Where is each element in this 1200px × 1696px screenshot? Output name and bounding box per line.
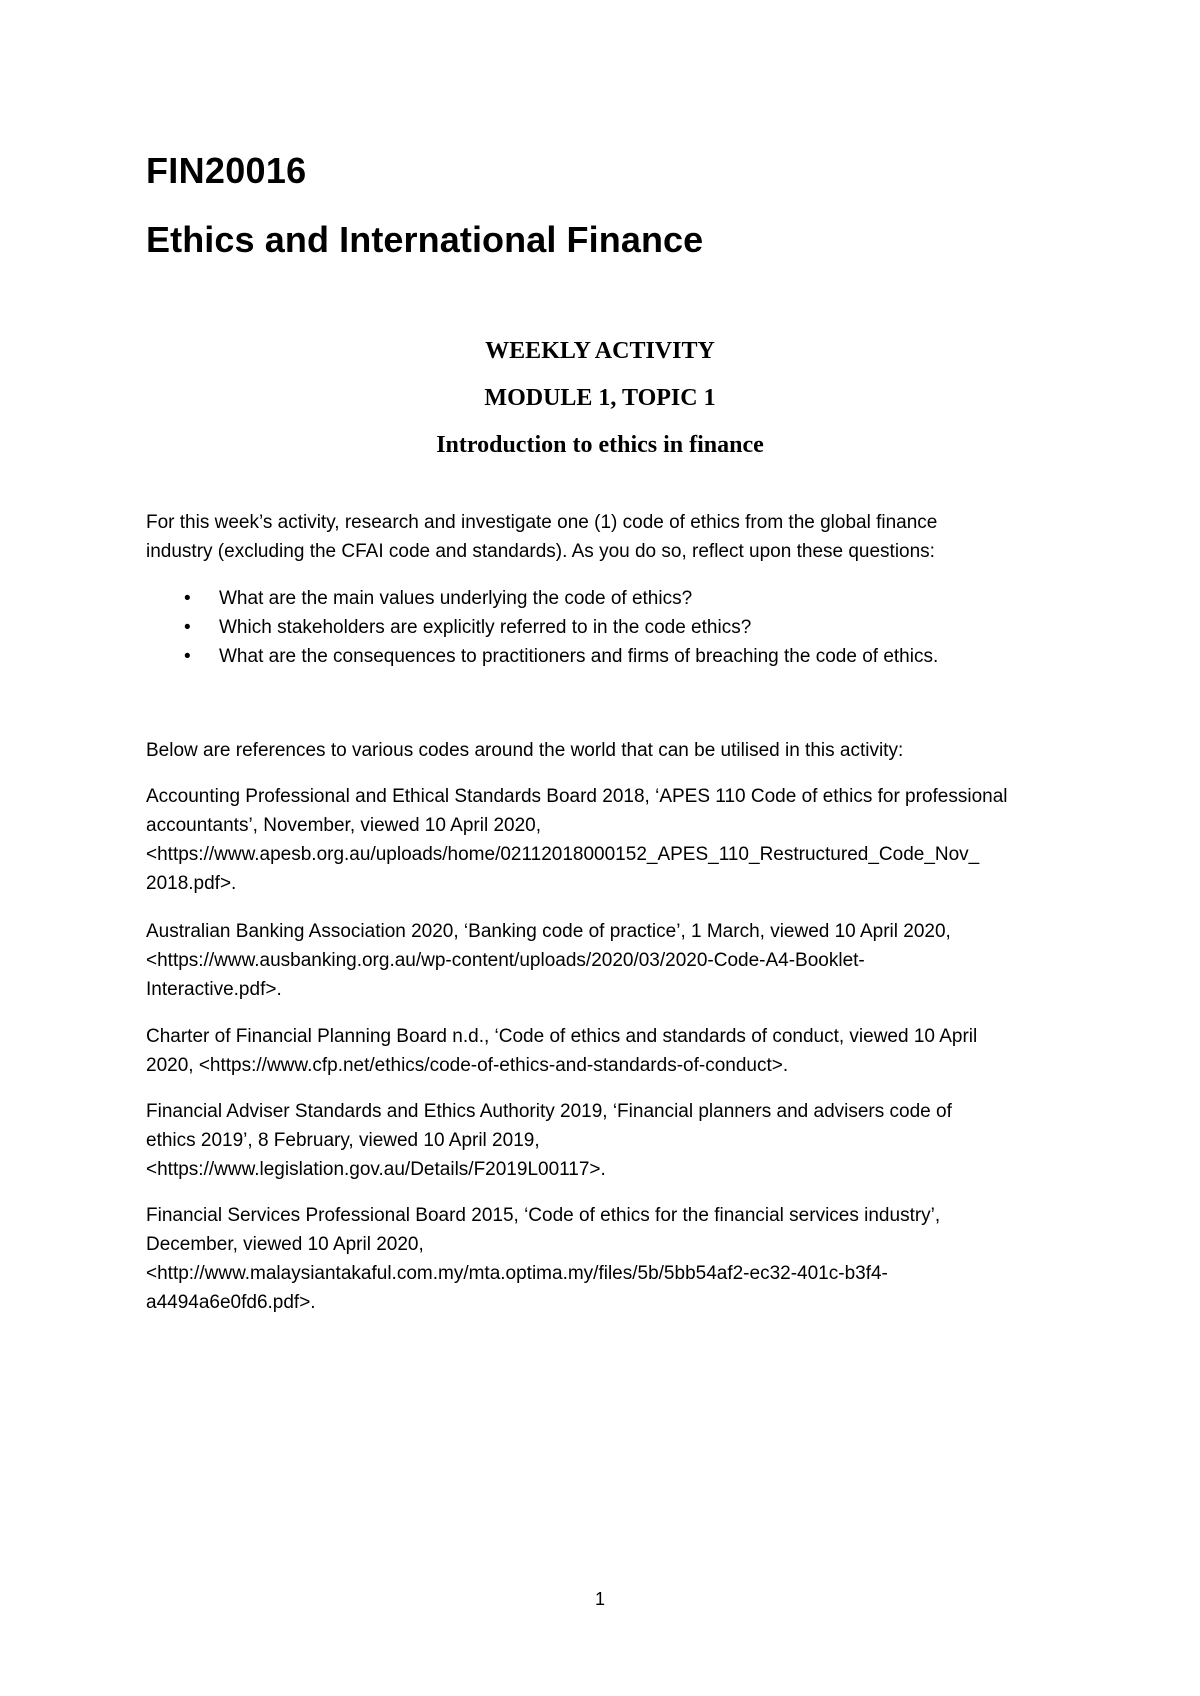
intro-line: industry (excluding the CFAI code and standards). As you do so, reflect upon these questions: xyxy=(146,541,935,562)
list-item xyxy=(146,642,1066,671)
intro-line: For this week’s activity, research and investigate one (1) code of ethics from the global finance xyxy=(146,512,938,533)
weekly-activity-heading: WEEKLY ACTIVITY xyxy=(485,338,715,364)
reference-link[interactable]: <https://www.legislation.gov.au/Details/F2019L00117>. xyxy=(146,1159,606,1180)
reference-line: Accounting Professional and Ethical Standards Board 2018, ‘APES 110 Code of ethics for professional xyxy=(146,786,1008,807)
reference-link[interactable]: <http://www.malaysiantakaful.com.my/mta.optima.my/files/5b/5bb54af2-ec32-401c-b3f4- xyxy=(146,1263,888,1284)
references-intro: Below are references to various codes around the world that can be utilised in this activity: xyxy=(146,740,904,761)
reference-link[interactable]: Interactive.pdf>. xyxy=(146,979,282,1000)
reference-link[interactable]: <https://www.ausbanking.org.au/wp-content/uploads/2020/03/2020-Code-A4-Booklet- xyxy=(146,950,865,971)
reference-aba xyxy=(146,917,1066,1004)
reference-line: Financial Adviser Standards and Ethics Authority 2019, ‘Financial planners and advisers code of xyxy=(146,1101,952,1122)
reference-link[interactable]: 2018.pdf>. xyxy=(146,873,237,894)
reference-line: Financial Services Professional Board 2015, ‘Code of ethics for the financial services industry’, xyxy=(146,1205,941,1226)
reference-line: accountants’, November, viewed 10 April 2020, xyxy=(146,815,542,836)
question-text: What are the main values underlying the code of ethics? xyxy=(219,588,693,609)
page-number: 1 xyxy=(594,1589,605,1609)
question-text: Which stakeholders are explicitly referred to in the code ethics? xyxy=(219,617,752,638)
question-text: What are the consequences to practitioners and firms of breaching the code of ethics. xyxy=(219,646,939,667)
module-topic-heading: MODULE 1, TOPIC 1 xyxy=(484,385,716,411)
reference-line: Charter of Financial Planning Board n.d., ‘Code of ethics and standards of conduct, viewed 10 April xyxy=(146,1026,978,1047)
course-code: FIN20016 xyxy=(146,150,307,191)
reference-line: December, viewed 10 April 2020, xyxy=(146,1234,424,1255)
list-item xyxy=(146,584,1066,613)
reference-fspb xyxy=(146,1201,1066,1317)
reference-line: ethics 2019’, 8 February, viewed 10 April 2019, xyxy=(146,1130,540,1151)
reference-apesb xyxy=(146,782,1066,898)
reference-link[interactable]: <https://www.apesb.org.au/uploads/home/02112018000152_APES_110_Restructured_Code_Nov_ xyxy=(146,844,980,865)
intro-paragraph xyxy=(146,508,1066,566)
list-item xyxy=(146,613,1066,642)
bullet-icon: • xyxy=(184,646,191,667)
reference-line: Australian Banking Association 2020, ‘Banking code of practice’, 1 March, viewed 10 April 2020, xyxy=(146,921,951,942)
question-list xyxy=(146,584,1066,671)
reference-fasea xyxy=(146,1097,1066,1184)
bullet-icon: • xyxy=(184,617,191,638)
reference-link[interactable]: a4494a6e0fd6.pdf>. xyxy=(146,1292,316,1313)
bullet-icon: • xyxy=(184,588,191,609)
course-title: Ethics and International Finance xyxy=(146,219,704,260)
reference-cfp xyxy=(146,1022,1066,1080)
topic-title-heading: Introduction to ethics in finance xyxy=(436,432,764,458)
reference-link[interactable]: 2020, <https://www.cfp.net/ethics/code-of-ethics-and-standards-of-conduct>. xyxy=(146,1055,789,1076)
